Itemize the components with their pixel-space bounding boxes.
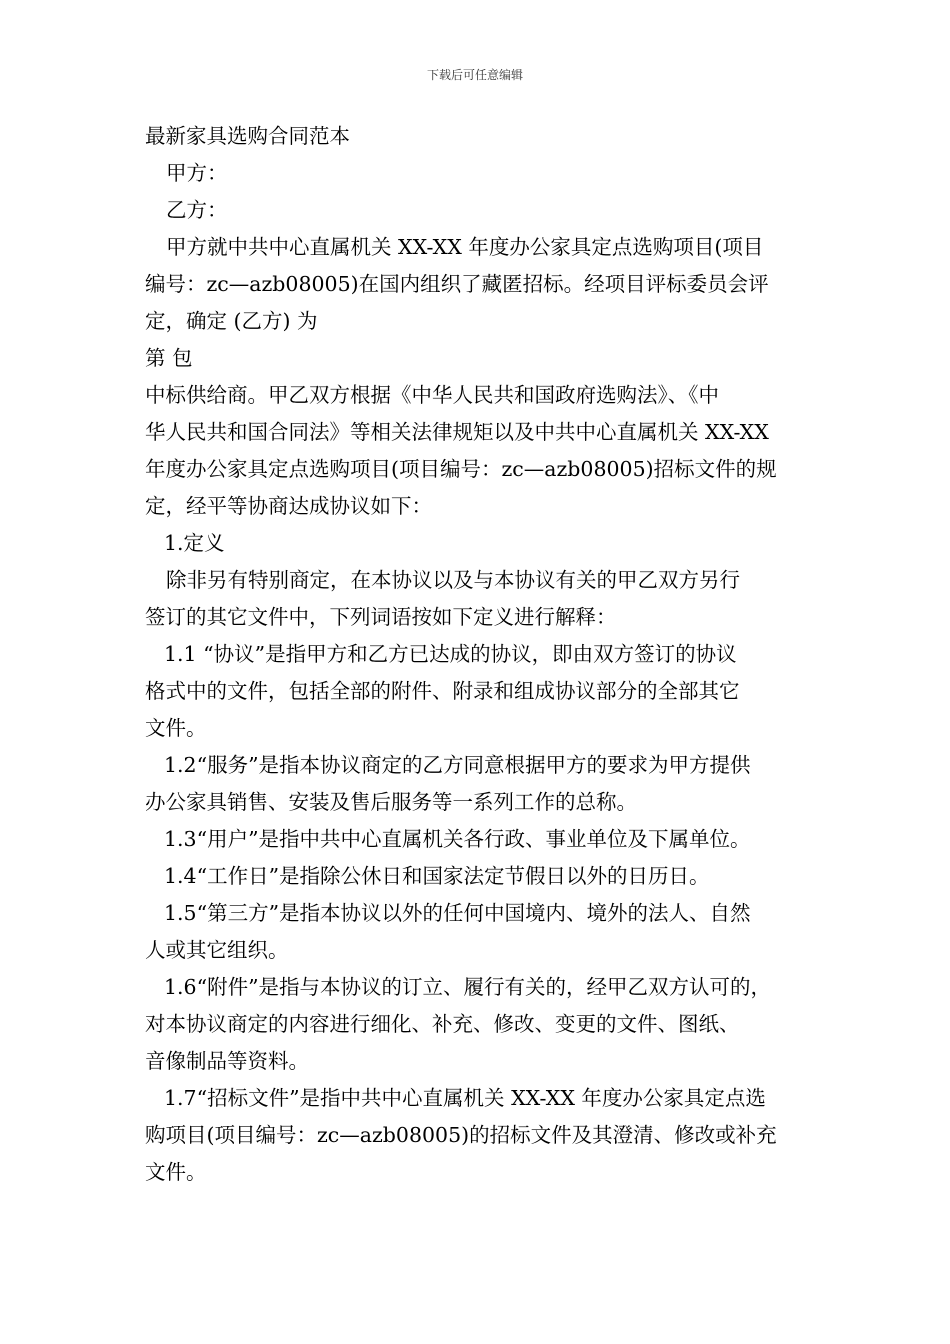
paragraph-line: 第 包 [145, 346, 193, 370]
clause-line: 1.3“用户”是指中共中心直属机关各行政、事业单位及下属单位。 [164, 827, 751, 851]
clause-line: 格式中的文件，包括全部的附件、附录和组成协议部分的全部其它 [145, 679, 740, 703]
clause-line: 音像制品等资料。 [145, 1049, 309, 1073]
paragraph-line: 定，经平等协商达成协议如下： [145, 494, 432, 518]
clause-line: 1.5“第三方”是指本协议以外的任何中国境内、境外的法人、自然 [164, 901, 751, 925]
party-b-line: 乙方： [166, 198, 228, 222]
clause-line: 办公家具销售、安装及售后服务等一系列工作的总称。 [145, 790, 637, 814]
section-heading: 1.定义 [164, 531, 225, 555]
paragraph-line: 定，确定 (乙方) 为 [145, 309, 318, 333]
clause-line: 1.7“招标文件”是指中共中心直属机关 XX-XX 年度办公家具定点选 [164, 1086, 766, 1110]
clause-line: 1.4“工作日”是指除公休日和国家法定节假日以外的日历日。 [164, 864, 710, 888]
clause-line: 人或其它组织。 [145, 938, 289, 962]
clause-line: 文件。 [145, 1160, 207, 1184]
paragraph-line: 华人民共和国合同法》等相关法律规矩以及中共中心直属机关 XX-XX [145, 420, 769, 444]
clause-line: 1.2“服务”是指本协议商定的乙方同意根据甲方的要求为甲方提供 [164, 753, 751, 777]
party-a-line: 甲方： [166, 161, 228, 185]
clause-line: 对本协议商定的内容进行细化、补充、修改、变更的文件、图纸、 [145, 1012, 740, 1036]
clause-line: 1.6“附件”是指与本协议的订立、履行有关的，经甲乙双方认可的， [164, 975, 772, 999]
paragraph-line: 编号：zc—azb08005)在国内组织了藏匿招标。经项目评标委员会评 [145, 272, 769, 296]
paragraph-line: 甲方就中共中心直属机关 XX-XX 年度办公家具定点选购项目(项目 [166, 235, 764, 259]
header-note: 下载后可任意编辑 [426, 68, 523, 82]
paragraph-line: 除非另有特别商定，在本协议以及与本协议有关的甲乙双方另行 [166, 568, 740, 592]
document-title: 最新家具选购合同范本 [145, 124, 350, 148]
clause-line: 文件。 [145, 716, 207, 740]
document-body [145, 118, 810, 1191]
paragraph-line: 年度办公家具定点选购项目(项目编号：zc—azb08005)招标文件的规 [145, 457, 777, 481]
paragraph-line: 签订的其它文件中，下列词语按如下定义进行解释： [145, 605, 617, 629]
clause-line: 1.1 “协议”是指甲方和乙方已达成的协议，即由双方签订的协议 [164, 642, 737, 666]
paragraph-line: 中标供给商。甲乙双方根据《中华人民共和国政府选购法》、《中 [145, 383, 719, 407]
clause-line: 购项目(项目编号：zc—azb08005)的招标文件及其澄清、修改或补充 [145, 1123, 777, 1147]
